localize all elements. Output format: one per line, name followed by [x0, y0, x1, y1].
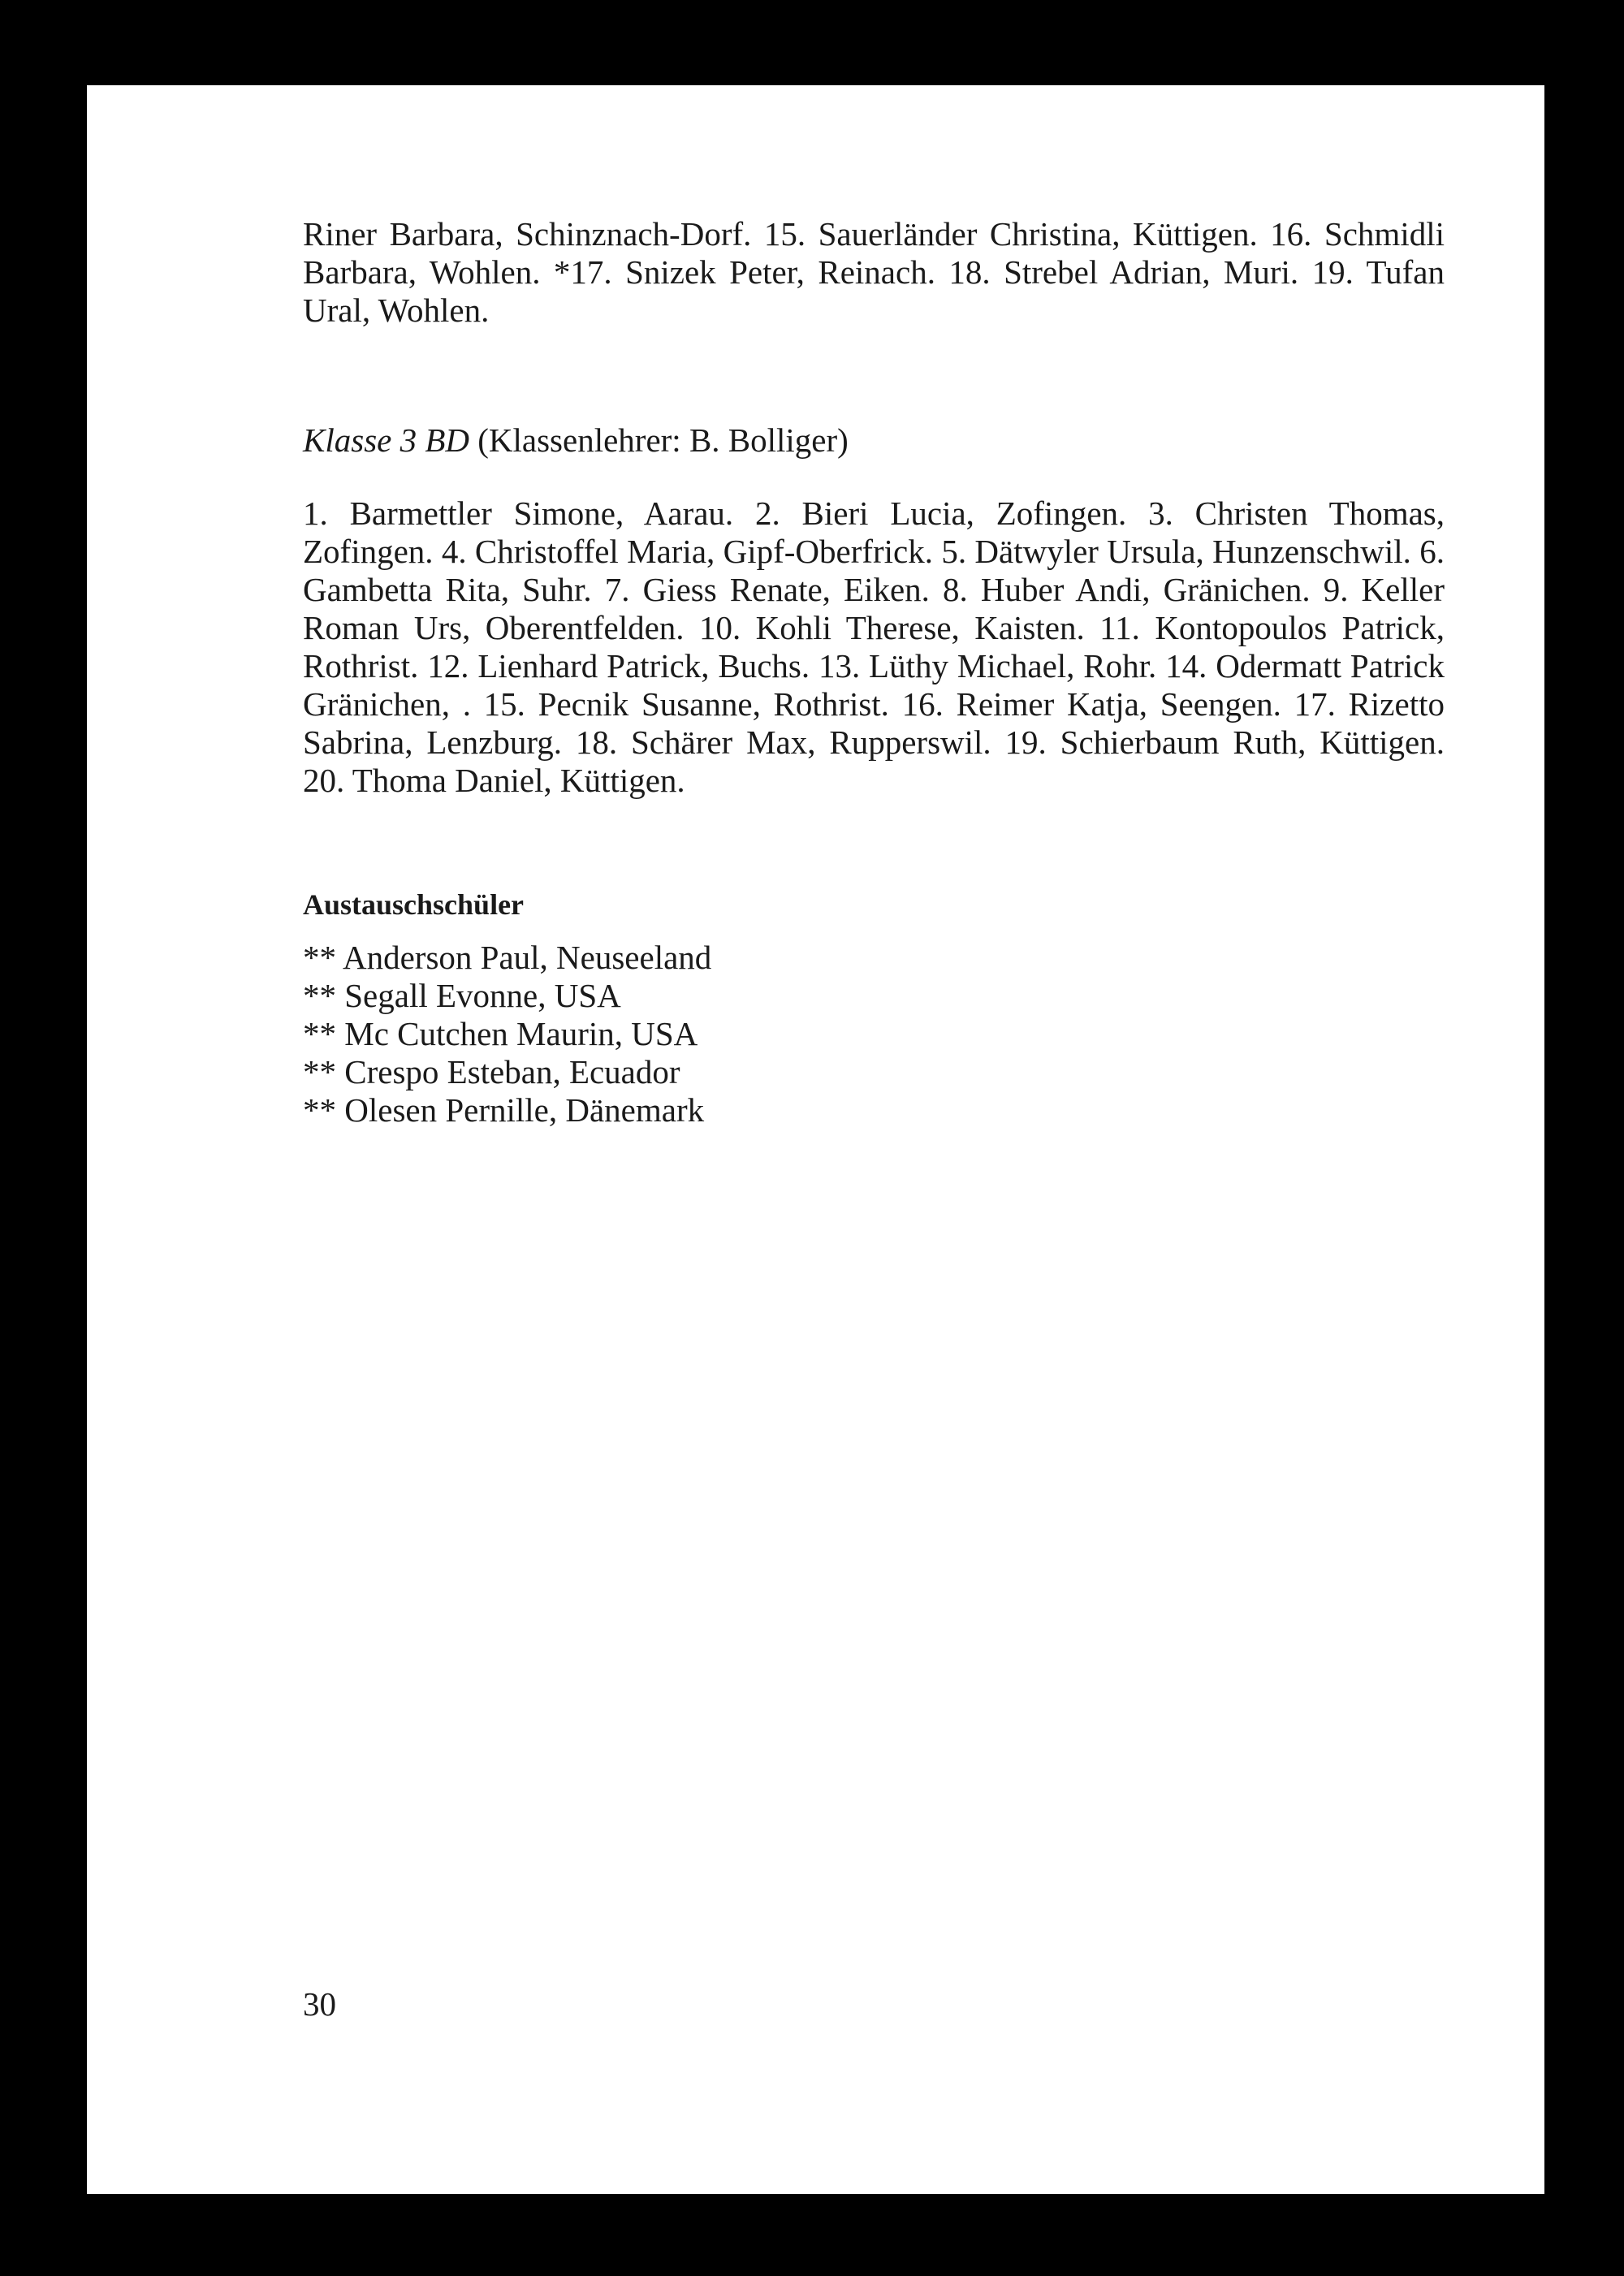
list-item: ** Segall Evonne, USA: [303, 977, 621, 1014]
continuation-paragraph: Riner Barbara, Schinznach-Dorf. 15. Sauerländer Christina, Küttigen. 16. Schmidli Barbara, Wohlen. *17. Snizek Peter, Reinach. 18. Strebel Adrian, Muri. 19. Tufan Ural, Wohlen.: [303, 215, 1445, 329]
exchange-section-title: Austauschschüler: [303, 888, 525, 921]
class-teacher: (Klassenlehrer: B. Bolliger): [469, 421, 849, 459]
list-item: ** Crespo Esteban, Ecuador: [303, 1053, 680, 1090]
exchange-student-list: [303, 939, 1445, 1129]
class-heading: [303, 421, 1445, 460]
page-content: [303, 215, 1445, 1129]
page-number: 30: [303, 1985, 336, 2023]
class-student-list: 1. Barmettler Simone, Aarau. 2. Bieri Lucia, Zofingen. 3. Christen Thomas, Zofingen. 4. Christoffel Maria, Gipf-Oberfrick. 5. Dätwyler Ursula, Hunzenschwil. 6. Gambetta Rita, Suhr. 7. Giess Renate, Eiken. 8. Huber Andi, Gränichen. 9. Keller Roman Urs, Oberentfelden. 10. Kohli Therese, Kaisten. 11. Kontopoulos Patrick, Rothrist. 12. Lienhard Patrick, Buchs. 13. Lüthy Michael, Rohr. 14. Odermatt Patrick Gränichen, . 15. Pecnik Susanne, Rothrist. 16. Reimer Katja, Seengen. 17. Rizetto Sabrina, Lenzburg. 18. Schärer Max, Rupperswil. 19. Schierbaum Ruth, Küttigen. 20. Thoma Daniel, Küttigen.: [303, 495, 1445, 799]
list-item: ** Anderson Paul, Neuseeland: [303, 939, 712, 976]
document-page: [87, 85, 1544, 2194]
list-item: ** Olesen Pernille, Dänemark: [303, 1091, 705, 1129]
list-item: ** Mc Cutchen Maurin, USA: [303, 1015, 698, 1052]
class-label: Klasse 3 BD: [303, 421, 469, 459]
